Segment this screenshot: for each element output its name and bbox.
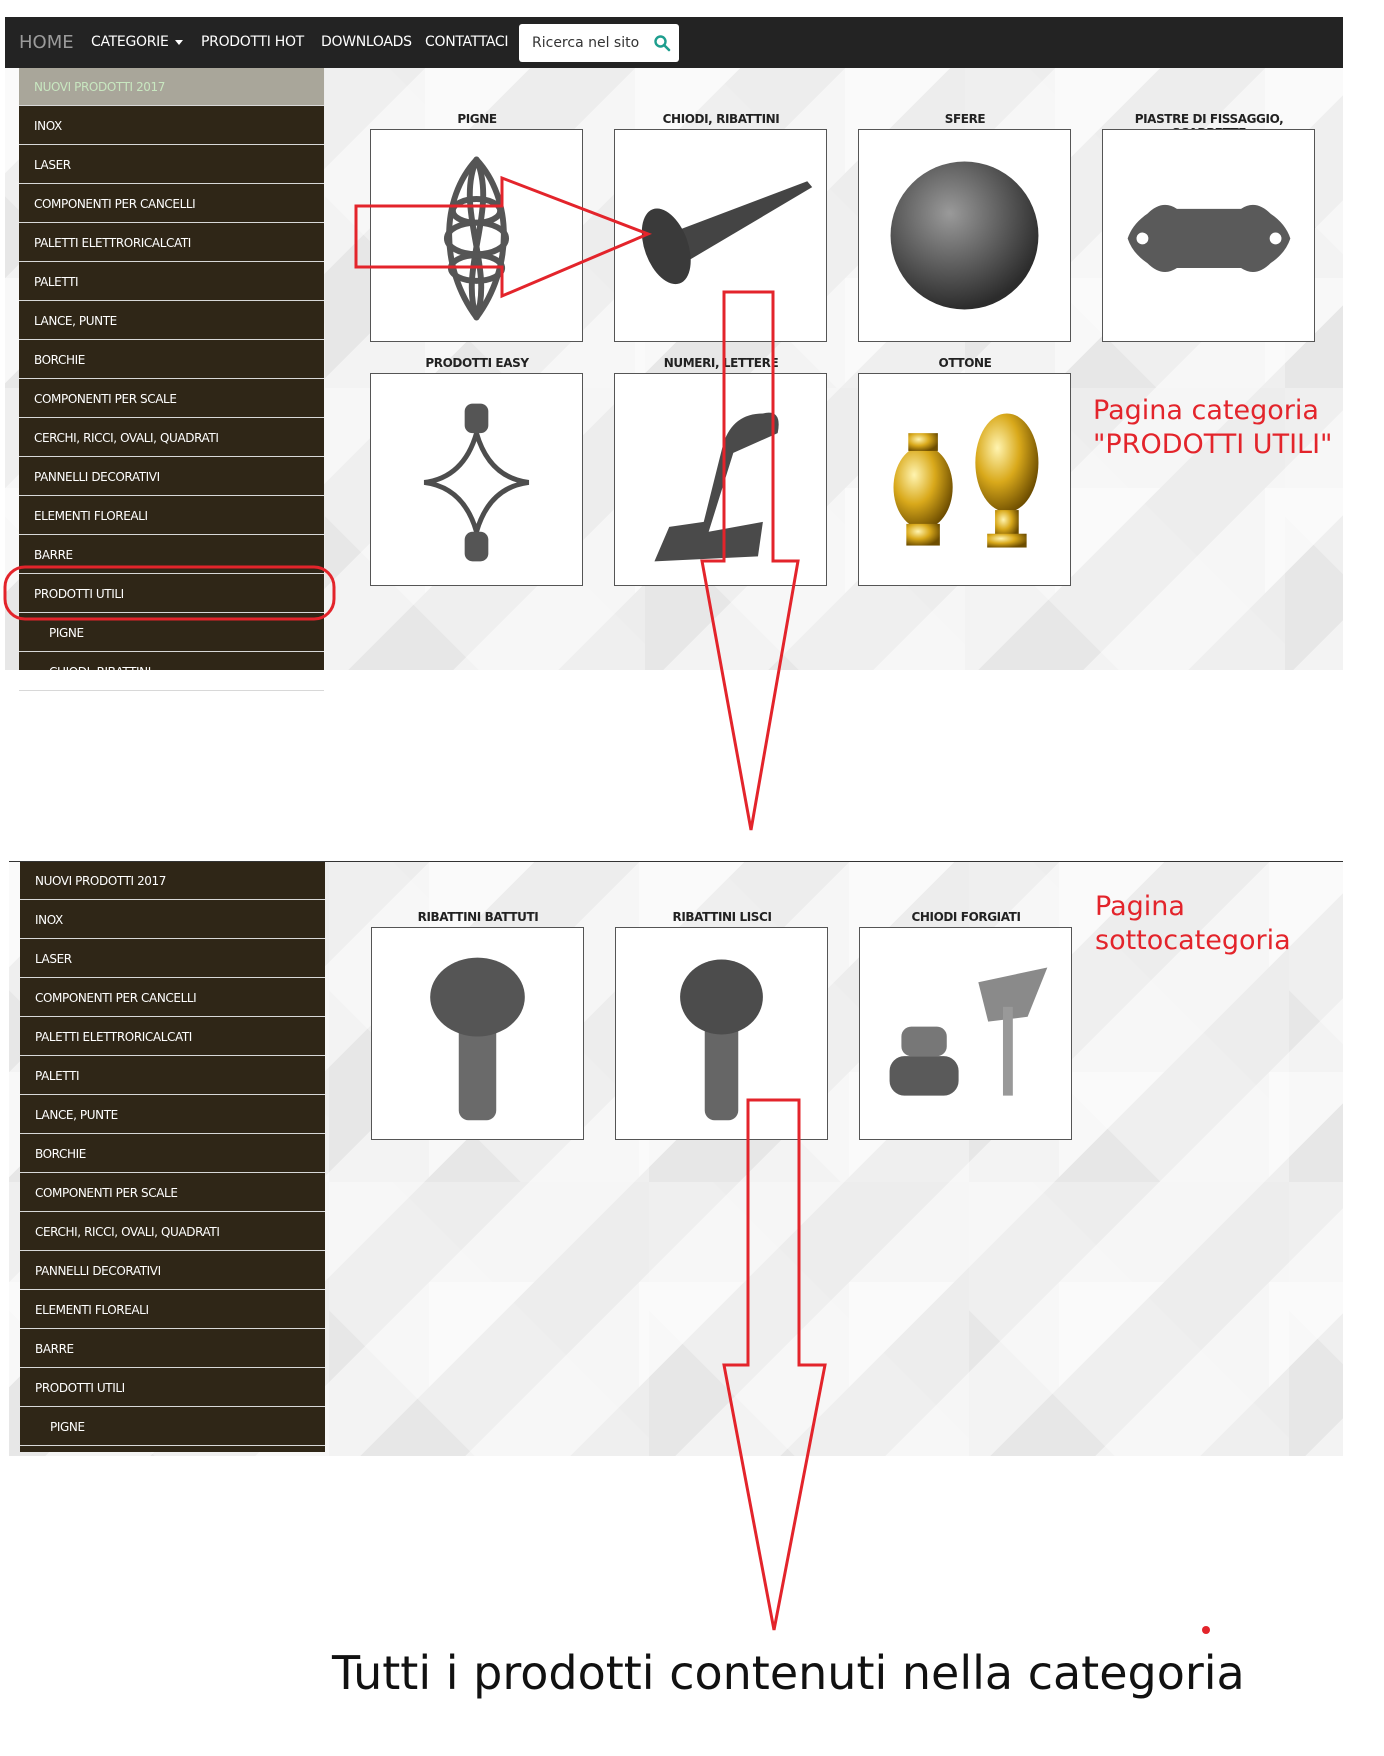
product-image-chiodi-forgiati [860,928,1071,1139]
product-image-pigne [371,130,582,341]
product-card-ottone[interactable] [858,373,1071,586]
product-card-ribattini-lisci[interactable] [615,927,828,1140]
product-card-chiodi-ribattini[interactable] [614,129,827,342]
sidebar-item-paletti[interactable]: PALETTI [19,263,324,301]
sidebar-item-pigne[interactable]: PIGNE [19,614,324,652]
product-image-ottone [859,374,1070,585]
product-image-chiodi-ribattini [615,130,826,341]
nav-categorie-label: CATEGORIE [91,34,169,50]
sidebar-item-componenti-per-scale[interactable]: COMPONENTI PER SCALE [20,1174,325,1212]
search-box[interactable] [519,24,679,62]
product-title-ottone[interactable]: OTTONE [938,356,992,370]
sidebar-item-pannelli-decorativi[interactable]: PANNELLI DECORATIVI [19,458,324,496]
product-title-sfere[interactable]: SFERE [944,112,986,126]
sidebar-item-lance-punte[interactable]: LANCE, PUNTE [20,1096,325,1134]
sidebar-item-lance-punte[interactable]: LANCE, PUNTE [19,302,324,340]
sidebar-item-barre[interactable]: BARRE [20,1330,325,1368]
sidebar-item-prodotti-utili[interactable]: PRODOTTI UTILI [20,1369,325,1407]
sidebar-item-inox[interactable]: INOX [19,107,324,145]
annotation-subcategory-line1: Pagina [1095,891,1185,922]
sidebar-item-laser[interactable]: LASER [20,940,325,978]
product-title-chiodi-forgiati[interactable]: CHIODI FORGIATI [911,910,1021,924]
nav-home-link[interactable]: HOME [19,32,74,53]
red-dot [1202,1626,1210,1634]
sidebar-item-laser[interactable]: LASER [19,146,324,184]
sidebar-item-nuovi-prodotti-2017[interactable]: NUOVI PRODOTTI 2017 [20,862,325,900]
product-title-ribattini-lisci[interactable]: RIBATTINI LISCI [672,910,772,924]
sidebar-item-barre[interactable]: BARRE [19,536,324,574]
sidebar-item-borchie[interactable]: BORCHIE [20,1135,325,1173]
bottom-caption: Tutti i prodotti contenuti nella categoria [332,1646,1245,1700]
top-navbar [5,17,1343,68]
product-image-prodotti-easy [371,374,582,585]
product-title-prodotti-easy[interactable]: PRODOTTI EASY [425,356,529,370]
annotation-subcategory [1095,890,1291,958]
product-card-piastre-di-fissaggio-scarpette[interactable] [1102,129,1315,342]
product-image-numeri-lettere [615,374,826,585]
search-icon[interactable] [653,34,671,52]
sidebar-item-paletti-elettroricalcati[interactable]: PALETTI ELETTRORICALCATI [20,1018,325,1056]
sidebar-item-componenti-per-cancelli[interactable]: COMPONENTI PER CANCELLI [19,185,324,223]
nav-categorie-dropdown[interactable] [91,34,183,50]
product-title-piastre-di-fissaggio-scarpette[interactable]: PIASTRE DI FISSAGGIO, [1134,112,1284,126]
sidebar-item-borchie[interactable]: BORCHIE [19,341,324,379]
sidebar-item-cerchi-ricci-ovali-quadrati[interactable]: CERCHI, RICCI, OVALI, QUADRATI [19,419,324,457]
sidebar-item-pigne[interactable]: PIGNE [20,1408,325,1446]
sidebar-item-paletti[interactable]: PALETTI [20,1057,325,1095]
nav-prodotti-hot-link[interactable]: PRODOTTI HOT [201,34,304,50]
sidebar-item-pannelli-decorativi[interactable]: PANNELLI DECORATIVI [20,1252,325,1290]
product-card-prodotti-easy[interactable] [370,373,583,586]
product-title-ribattini-battuti[interactable]: RIBATTINI BATTUTI [417,910,539,924]
sidebar-item-prodotti-utili[interactable]: PRODOTTI UTILI [19,575,324,613]
sidebar-item-componenti-per-scale[interactable]: COMPONENTI PER SCALE [19,380,324,418]
sidebar-item-inox[interactable]: INOX [20,901,325,939]
product-card-ribattini-battuti[interactable] [371,927,584,1140]
product-title-chiodi-ribattini[interactable]: CHIODI, RIBATTINI [662,112,780,126]
category-sidebar [19,68,324,679]
sidebar-item-chiodi-ribattini[interactable]: CHIODI, RIBATTINI [19,653,324,691]
sidebar-item-paletti-elettroricalcati[interactable]: PALETTI ELETTRORICALCATI [19,224,324,262]
nav-downloads-link[interactable]: DOWNLOADS [321,34,412,50]
product-image-ribattini-battuti [372,928,583,1139]
product-image-sfere [859,130,1070,341]
product-image-piastre-di-fissaggio-scarpette [1103,130,1314,341]
product-title-pigne[interactable]: PIGNE [457,112,497,126]
sidebar-item-componenti-per-cancelli[interactable]: COMPONENTI PER CANCELLI [20,979,325,1017]
product-title-numeri-lettere[interactable]: NUMERI, LETTERE [663,356,779,370]
product-card-sfere[interactable] [858,129,1071,342]
nav-contattaci-link[interactable]: CONTATTACI [425,34,509,50]
annotation-category [1093,394,1332,462]
search-input[interactable]: Ricerca nel sito [532,35,640,51]
caret-down-icon [175,40,183,45]
annotation-category-line1: Pagina categoria [1093,395,1319,426]
annotation-category-line2: "PRODOTTI UTILI" [1093,429,1333,460]
sidebar-item-nuovi-prodotti-2017[interactable]: NUOVI PRODOTTI 2017 [19,68,324,106]
sidebar-item-cerchi-ricci-ovali-quadrati[interactable]: CERCHI, RICCI, OVALI, QUADRATI [20,1213,325,1251]
product-image-ribattini-lisci [616,928,827,1139]
subcategory-sidebar [20,862,325,1452]
product-card-pigne[interactable] [370,129,583,342]
sidebar-item-elementi-floreali[interactable]: ELEMENTI FLOREALI [19,497,324,535]
annotation-subcategory-line2: sottocategoria [1095,925,1291,956]
sidebar-item-elementi-floreali[interactable]: ELEMENTI FLOREALI [20,1291,325,1329]
product-card-chiodi-forgiati[interactable] [859,927,1072,1140]
product-card-numeri-lettere[interactable] [614,373,827,586]
